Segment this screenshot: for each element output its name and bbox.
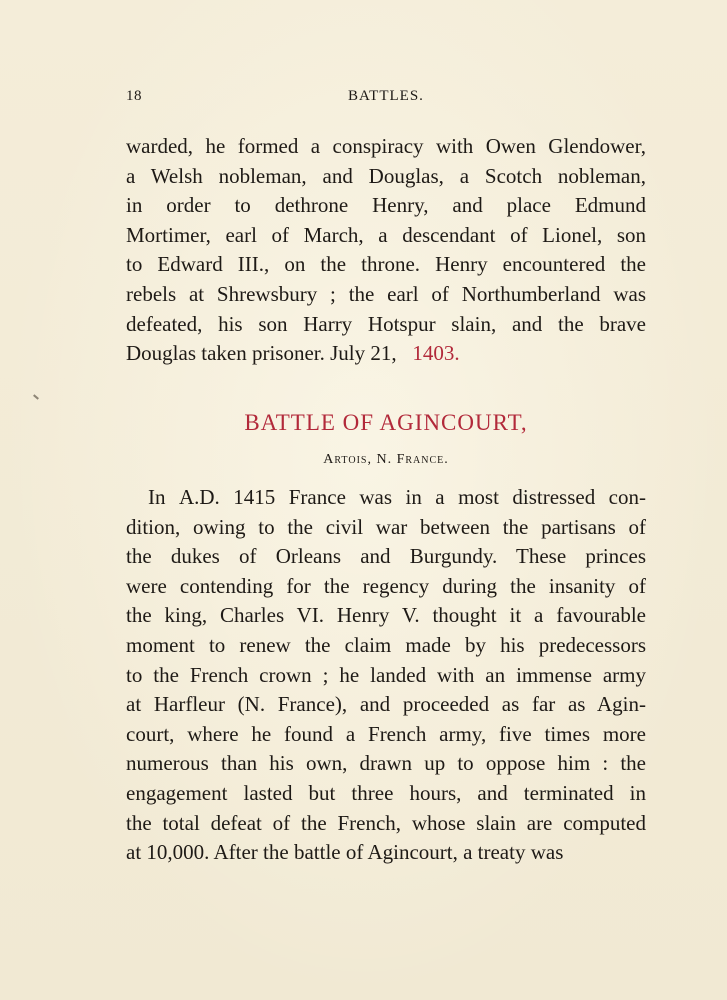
text-line: the total defeat of the French, whose slain are computed xyxy=(126,810,646,835)
line-prefix: In xyxy=(148,485,166,509)
text-line: defeated, his son Harry Hotspur slain, and the brave xyxy=(126,311,646,336)
paragraph-agincourt xyxy=(126,483,646,868)
text-line: at Harfleur (N. France), and proceeded as far as Agin- xyxy=(126,692,646,717)
text-line-last xyxy=(126,339,646,369)
text-line: numerous than his own, drawn up to oppose him : the xyxy=(126,751,646,776)
text-line-first xyxy=(126,483,646,513)
section-subheading: Artois, N. France. xyxy=(323,452,449,467)
text-line: the king, Charles VI. Henry V. thought it a favourable xyxy=(126,603,646,628)
text-line: court, where he found a French army, five times more xyxy=(126,721,646,746)
paragraph-continuation xyxy=(126,132,646,369)
text-line: at 10,000. After the battle of Agincourt, a treaty was xyxy=(126,840,564,865)
text-line: to the French crown ; he landed with an immense army xyxy=(126,662,646,687)
text-line: engagement lasted but three hours, and terminated in xyxy=(126,780,646,805)
text-line: dition, owing to the civil war between the partisans of xyxy=(126,514,646,539)
page-number: 18 xyxy=(126,88,142,104)
line-rest: 1415 France was in a most distressed con- xyxy=(233,485,646,509)
text-line: moment to renew the claim made by his predecessors xyxy=(126,632,646,657)
text-line: rebels at Shrewsbury ; the earl of Northumberland was xyxy=(126,281,646,306)
date-text: Douglas taken prisoner. July 21, xyxy=(126,341,397,366)
year-highlight: 1403. xyxy=(412,341,460,366)
text-line: to Edward III., on the throne. Henry encountered the xyxy=(126,252,646,277)
text-line: a Welsh nobleman, and Douglas, a Scotch nobleman, xyxy=(126,163,646,188)
margin-mark xyxy=(33,394,39,399)
text-line: warded, he formed a conspiracy with Owen Glendower, xyxy=(126,134,646,158)
running-head xyxy=(126,88,644,112)
running-title: BATTLES. xyxy=(348,88,424,104)
text-line: were contending for the regency during the insanity of xyxy=(126,573,646,598)
text-line: the dukes of Orleans and Burgundy. These princes xyxy=(126,544,646,569)
text-line: Mortimer, earl of March, a descendant of Lionel, son xyxy=(126,222,646,247)
text-line: in order to dethrone Henry, and place Edmund xyxy=(126,193,646,218)
era-label: A.D. xyxy=(178,485,220,509)
section-heading: BATTLE OF AGINCOURT, xyxy=(244,410,528,435)
